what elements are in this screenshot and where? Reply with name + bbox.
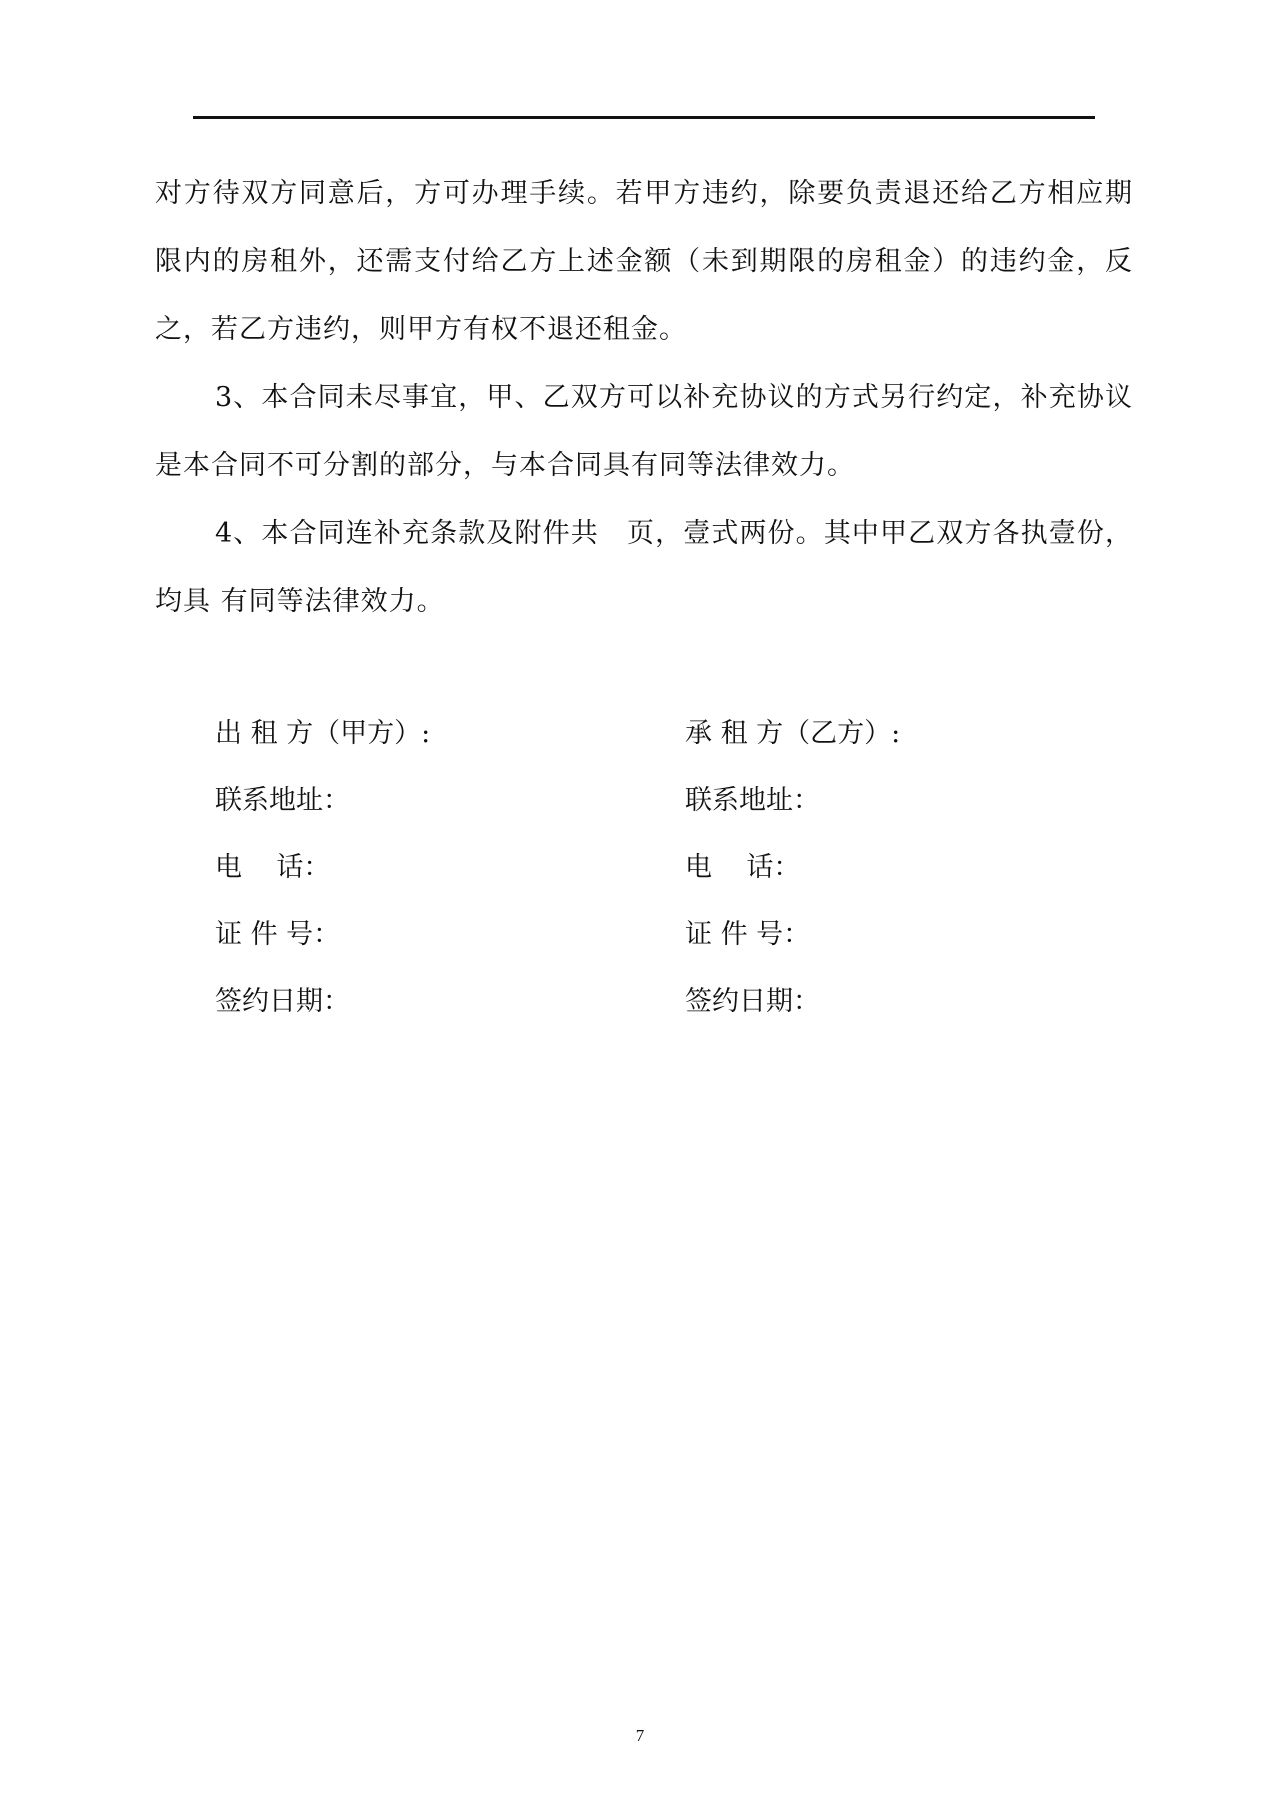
lessor-id-label: 证 件 号：: [215, 919, 341, 950]
paragraph-continuation: 对方待双方同意后，方可办理手续。若甲方违约，除要负责退还给乙方相应期限内的房租外，还需支付给乙方上述金额（未到期限的房租金）的违约金，反之，若乙方违约，则甲方有权不退还租金。: [155, 178, 1133, 345]
lessor-date-label: 签约日期：: [215, 986, 350, 1017]
page-number: 7: [635, 1726, 645, 1745]
lessor-party-label: 出 租 方（甲方）:: [215, 718, 431, 749]
lessor-address-label: 联系地址：: [215, 785, 350, 816]
contract-body: [155, 160, 1133, 636]
lessor-signature-block: [215, 700, 675, 1035]
lessee-signature-block: [685, 700, 1145, 1035]
lessee-date-label: 签约日期：: [685, 986, 820, 1017]
lessee-phone-label: 电 话：: [685, 852, 801, 883]
header-rule: [193, 116, 1095, 119]
lessor-phone-label: 电 话：: [215, 852, 331, 883]
paragraph-clause-4: 4、本合同连补充条款及附件共 页，壹式两份。其中甲乙双方各执壹份，均具 有同等法律效力。: [155, 518, 1133, 617]
lessee-id-label: 证 件 号：: [685, 919, 811, 950]
paragraph-clause-3: 3、本合同未尽事宜，甲、乙双方可以补充协议的方式另行约定，补充协议是本合同不可分割的部分，与本合同具有同等法律效力。: [155, 382, 1133, 481]
lessee-party-label: 承 租 方（乙方）:: [685, 718, 901, 749]
lessee-address-label: 联系地址：: [685, 785, 820, 816]
